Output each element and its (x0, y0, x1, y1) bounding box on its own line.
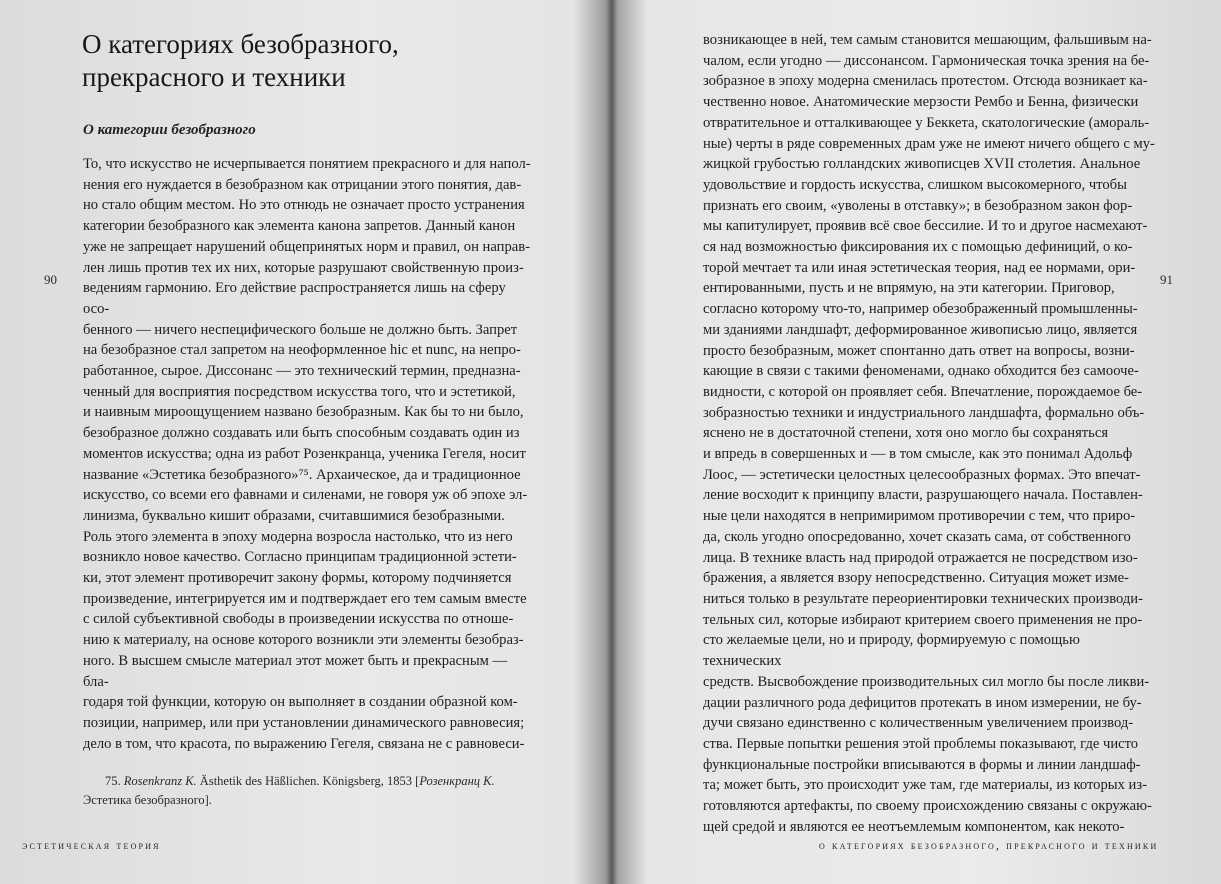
footnote-text: Ästhetik des Häßlichen. Königsberg, 1853 [ (199, 774, 420, 788)
running-footer-right: о категориях безобразного, прекрасного и техники (819, 840, 1159, 852)
footnote-ru-author: Розенкранц К. (419, 774, 495, 788)
page-number-right: 91 (1160, 272, 1173, 287)
footnote-number: 75. (105, 774, 121, 788)
right-page-body-text: возникающее в ней, тем самым становится мешающим, фальшивым на- чалом, если угодно — диссонансом. Гармоническая точка зрения на бе- зобразное в эпоху модерна сменилась протестом. Отсюда возникает ка- чественно новое. Анатомические мерзости Рембо и Бенна, физически отвратительное и отталкивающее у Беккета, скатологические (амораль- ные) черты в ряде современных драм уже не имеют ничего общего с му- жицкой грубостью голландских живописцев XVII столетия. Анальное удовольствие и гордость искусства, слишком высокомерного, чтобы признать его своим, «уволены в отставку»; в безобразном закон фор- мы капитулирует, проявив всё свое бессилие. И то и другое насмехают- ся над возможностью фиксирования их с помощью дефиниций, о ко- торой мечтает та или иная эстетическая теория, над ее нормами, ори- ентированными, пусть и не впрямую, на эти категории. Приговор, согласно которому что-то, например обезображенный промышленны- ми зданиями ландшафт, деформированное живописью лицо, является просто безобразным, может спонтанно дать ответ на вопросы, возни- кающие в связи с такими феноменами, однако обходится без самооче- видности, с которой он проявляет себя. Впечатление, порождаемое бе- зобразностью техники и индустриального ландшафта, формально объ- яснено не в достаточной степени, хотя оно могло бы сохраняться и впредь в совершенных и — в том смысле, как это понимал Адольф Лоос, — эстетически целостных целесообразных формах. Это впечат- ление восходит к принципу власти, разрушающего начала. Поставлен- ные цели находятся в непримиримом противоречии с тем, что приро- да, сколь угодно опосредованно, хочет сказать сама, от собственного лица. В технике власть над природой отражается не посредством изо- бражения, а является взору непосредственно. Ситуация может изме- ниться только в результате переориентировки технических производи- тельных сил, которые избирают критерием своего применения не про- сто желаемые цели, но и природу, формируемую с помощью технических средств. Высвобождение производительных сил могло бы после ликви- дации различного рода дефицитов протекать в ином измерении, не бу- дучи связано единственно с количественным увеличением производ- ства. Первые попытки решения этой проблемы показывают, где чисто функциональные постройки вписываются в формы и линии ландшаф- та; может быть, это происходит уже там, где материалы, из которых из- готовляются артефакты, по своему происхождению связаны с окружаю- щей средой и являются ее неотъемлемым компонентом, как некото- (703, 32, 1155, 835)
footnote-ru-text: Эстетика безобразного]. (83, 793, 212, 807)
footnote-author: Rosenkranz K. (123, 774, 197, 788)
left-page-body-text: То, что искусство не исчерпывается понятием прекрасного и для напол- нения его нуждается в безобразном как отрицании этого понятия, дав- но стало общим местом. Но это отнюдь не означает просто устранения категории безобразного как элемента канона запретов. Данный канон уже не запрещает нарушений общепринятых норм и правил, он направ- лен лишь против тех их них, которые разрушают свойственную произ- ведениям гармонию. Его действие распространяется лишь на сферу осо- бенного — ничего неспецифического больше не должно быть. Запрет на безобразное стал запретом на неоформленное hic et nunc, на непро- работанное, сырое. Диссонанс — это технический термин, предназна- ченный для восприятия посредством искусства того, что и эстетикой, и наивным мироощущением названо безобразным. Как бы то ни было, безобразное должно создавать или быть способным создавать один из моментов искусства; одна из работ Розенкранца, ученика Гегеля, носит название «Эстетика безобразного»⁷⁵. Архаическое, да и традиционное искусство, со всеми его фавнами и силенами, не говоря уж об эпохе эл- линизма, буквально кишит образами, считавшимися безобразными. Роль этого элемента в эпоху модерна возросла настолько, что из него возникло новое качество. Согласно принципам традиционной эстети- ки, этот элемент противоречит закону формы, которому подчиняется произведение, интегрируется им и подтверждает его тем самым вместе с силой субъективной свободы в произведении искусства по отноше- нию к материалу, на основе которого возникли эти элементы безобраз- ного. В высшем смысле материал этот может быть и прекрасным — бла- годаря той функции, которую он выполняет в создании образной ком- позиции, например, или при установлении динамического равновесия; дело в том, что красота, по выражению Гегеля, связана не с равновеси- (83, 156, 531, 752)
section-title: О категории безобразного (83, 122, 256, 138)
footnote-75 (83, 772, 531, 810)
chapter-title: О категориях безобразного, прекрасного и техники (82, 29, 399, 92)
page-number-left: 90 (44, 272, 57, 287)
running-footer-left: эстетическая теория (22, 840, 161, 852)
